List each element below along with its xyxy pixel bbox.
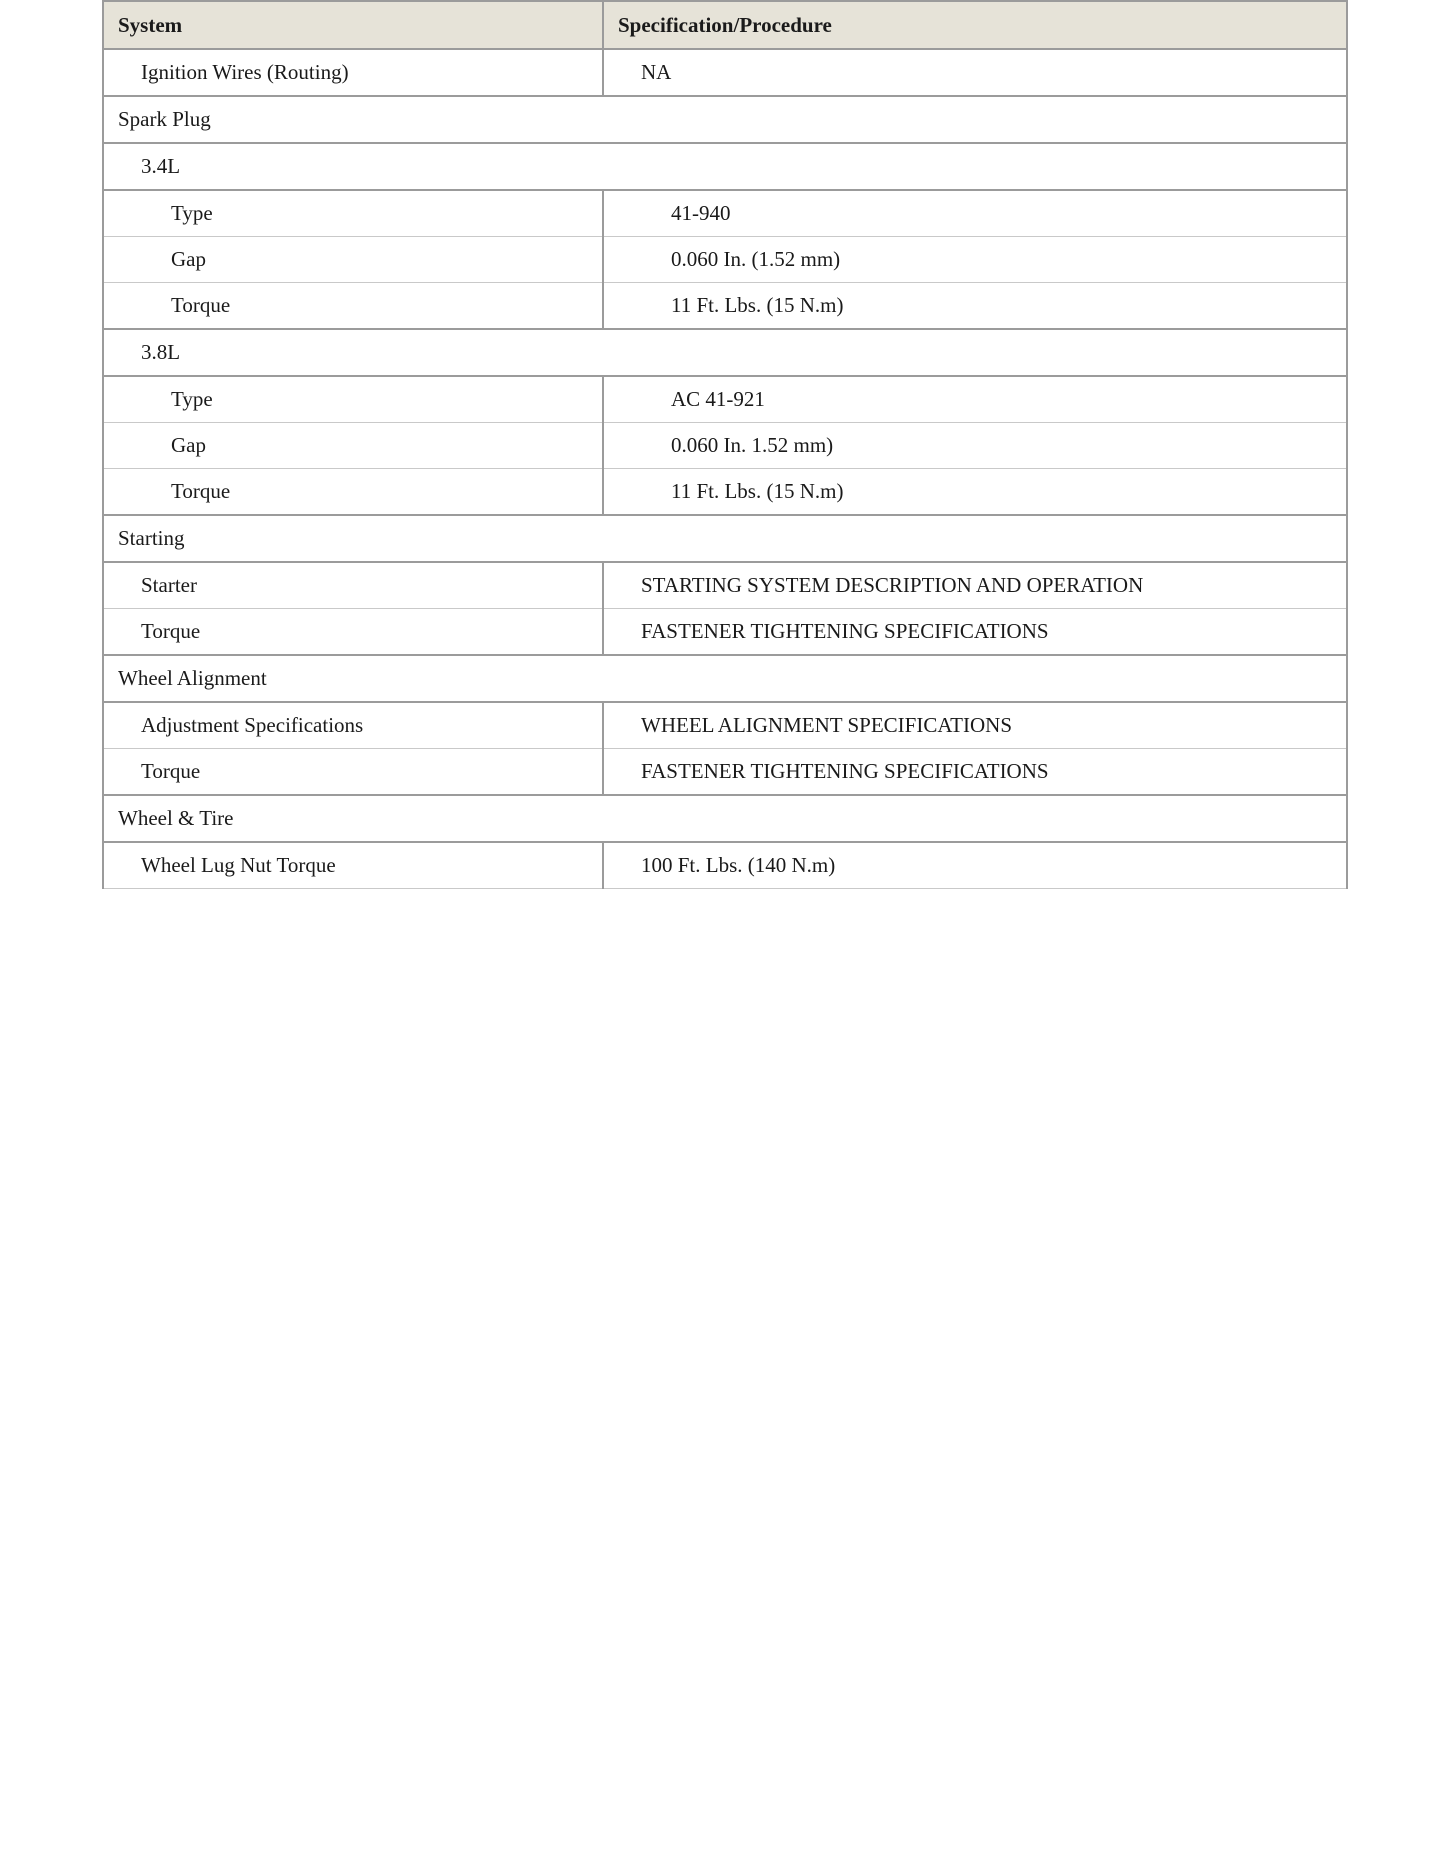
system-cell: Starter xyxy=(103,562,603,609)
table-row xyxy=(103,376,1347,423)
spec-cell: AC 41-921 xyxy=(603,376,1347,423)
table-row xyxy=(103,562,1347,609)
table-body xyxy=(103,49,1347,889)
system-cell: Wheel Lug Nut Torque xyxy=(103,842,603,889)
group-label: Wheel & Tire xyxy=(103,795,1347,842)
system-cell: Type xyxy=(103,376,603,423)
table-group-row xyxy=(103,795,1347,842)
system-cell: Torque xyxy=(103,609,603,656)
system-cell: Gap xyxy=(103,237,603,283)
table-row xyxy=(103,237,1347,283)
table-row xyxy=(103,609,1347,656)
specifications-table xyxy=(102,0,1348,889)
spec-cell: 0.060 In. 1.52 mm) xyxy=(603,423,1347,469)
group-label: 3.8L xyxy=(103,329,1347,376)
table-row xyxy=(103,423,1347,469)
system-cell: Torque xyxy=(103,469,603,516)
table-group-row xyxy=(103,96,1347,143)
spec-cell: STARTING SYSTEM DESCRIPTION AND OPERATION xyxy=(603,562,1347,609)
spec-cell: FASTENER TIGHTENING SPECIFICATIONS xyxy=(603,749,1347,796)
table-group-row xyxy=(103,329,1347,376)
spec-cell: FASTENER TIGHTENING SPECIFICATIONS xyxy=(603,609,1347,656)
group-label: 3.4L xyxy=(103,143,1347,190)
system-cell: Ignition Wires (Routing) xyxy=(103,49,603,96)
system-cell: Adjustment Specifications xyxy=(103,702,603,749)
spec-cell: 0.060 In. (1.52 mm) xyxy=(603,237,1347,283)
table-group-row xyxy=(103,515,1347,562)
group-label: Spark Plug xyxy=(103,96,1347,143)
table-row xyxy=(103,469,1347,516)
spec-cell: 100 Ft. Lbs. (140 N.m) xyxy=(603,842,1347,889)
system-cell: Gap xyxy=(103,423,603,469)
table-header-row xyxy=(103,1,1347,49)
group-label: Starting xyxy=(103,515,1347,562)
table-group-row xyxy=(103,655,1347,702)
table-row xyxy=(103,190,1347,237)
spec-cell: 11 Ft. Lbs. (15 N.m) xyxy=(603,469,1347,516)
table-row xyxy=(103,842,1347,889)
table-group-row xyxy=(103,143,1347,190)
table-row xyxy=(103,702,1347,749)
header-system: System xyxy=(103,1,603,49)
spec-cell: NA xyxy=(603,49,1347,96)
header-specification: Specification/Procedure xyxy=(603,1,1347,49)
system-cell: Type xyxy=(103,190,603,237)
spec-cell: 11 Ft. Lbs. (15 N.m) xyxy=(603,283,1347,330)
system-cell: Torque xyxy=(103,283,603,330)
group-label: Wheel Alignment xyxy=(103,655,1347,702)
table-row xyxy=(103,49,1347,96)
spec-cell: 41-940 xyxy=(603,190,1347,237)
table-row xyxy=(103,283,1347,330)
spec-cell: WHEEL ALIGNMENT SPECIFICATIONS xyxy=(603,702,1347,749)
table-row xyxy=(103,749,1347,796)
system-cell: Torque xyxy=(103,749,603,796)
